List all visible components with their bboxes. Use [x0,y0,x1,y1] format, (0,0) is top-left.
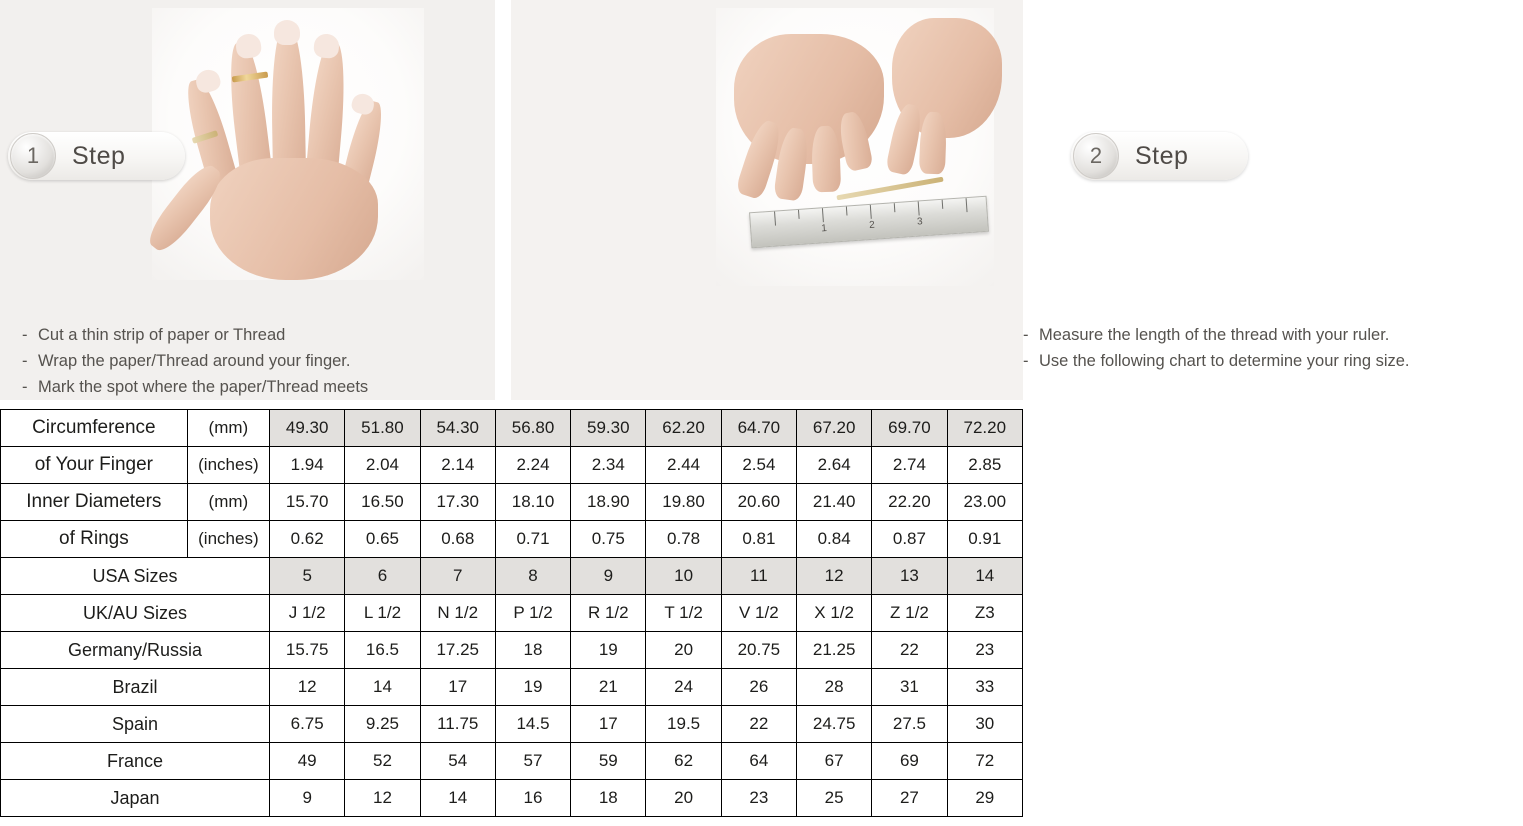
cell-value: 19 [571,632,646,669]
cell-value: 2.54 [721,447,796,484]
cell-value: 0.91 [947,521,1022,558]
cell-value: 19 [495,669,570,706]
cell-value: 18 [571,780,646,817]
cell-value: 8 [495,558,570,595]
row-unit: (inches) [187,521,269,558]
cell-value: Z 1/2 [872,595,947,632]
step-1-instructions [22,322,482,400]
cell-value: 7 [420,558,495,595]
table-row [1,595,1023,632]
row-unit: (mm) [187,484,269,521]
cell-value: 49.30 [270,410,345,447]
cell-value: 72 [947,743,1022,780]
row-label: Inner Diameters [1,484,188,521]
dash-bullet: - [22,352,28,370]
row-label: Spain [1,706,270,743]
cell-value: 19.80 [646,484,721,521]
table-row [1,410,1023,447]
cell-value: 67 [797,743,872,780]
cell-value: L 1/2 [345,595,420,632]
cell-value: 18.10 [495,484,570,521]
cell-value: 51.80 [345,410,420,447]
table-row [1,521,1023,558]
cell-value: 14 [420,780,495,817]
cell-value: 20 [646,632,721,669]
table-row [1,669,1023,706]
cell-value: N 1/2 [420,595,495,632]
cell-value: 24.75 [797,706,872,743]
instruction-line [1023,348,1523,374]
step-1-badge [8,132,185,180]
cell-value: 54.30 [420,410,495,447]
cell-value: 31 [872,669,947,706]
cell-value: 21.40 [797,484,872,521]
cell-value: 14 [947,558,1022,595]
table-row [1,743,1023,780]
cell-value: 0.81 [721,521,796,558]
cell-value: 11.75 [420,706,495,743]
cell-value: T 1/2 [646,595,721,632]
dash-bullet: - [22,378,28,396]
table-row [1,780,1023,817]
cell-value: 59.30 [571,410,646,447]
cell-value: 62 [646,743,721,780]
cell-value: V 1/2 [721,595,796,632]
cell-value: 6 [345,558,420,595]
cell-value: 2.14 [420,447,495,484]
step-2-instructions [1023,322,1523,374]
cell-value: 67.20 [797,410,872,447]
cell-value: 64.70 [721,410,796,447]
step-1-panel [0,0,511,400]
cell-value: 57 [495,743,570,780]
cell-value: 2.24 [495,447,570,484]
cell-value: 17.30 [420,484,495,521]
cell-value: 15.75 [270,632,345,669]
row-label: France [1,743,270,780]
cell-value: 22 [872,632,947,669]
cell-value: 25 [797,780,872,817]
table-row [1,632,1023,669]
cell-value: 10 [646,558,721,595]
cell-value: 0.71 [495,521,570,558]
table-row [1,706,1023,743]
cell-value: 2.34 [571,447,646,484]
cell-value: 69.70 [872,410,947,447]
cell-value: 0.75 [571,521,646,558]
cell-value: 27 [872,780,947,817]
cell-value: 62.20 [646,410,721,447]
row-unit: (inches) [187,447,269,484]
dash-bullet: - [22,326,28,344]
cell-value: 54 [420,743,495,780]
instruction-text: Wrap the paper/Thread around your finger. [38,352,351,370]
cell-value: 9.25 [345,706,420,743]
step-2-number: 2 [1073,133,1119,179]
cell-value: 2.44 [646,447,721,484]
steps-section [0,0,1410,400]
ruler-number: 3 [916,216,924,228]
cell-value: 2.74 [872,447,947,484]
table-row [1,484,1023,521]
cell-value: 2.04 [345,447,420,484]
cell-value: 11 [721,558,796,595]
cell-value: P 1/2 [495,595,570,632]
cell-value: 0.87 [872,521,947,558]
cell-value: 20.60 [721,484,796,521]
row-label: Germany/Russia [1,632,270,669]
step-1-photo [152,8,424,280]
cell-value: 22.20 [872,484,947,521]
row-label: Circumference [1,410,188,447]
cell-value: 56.80 [495,410,570,447]
cell-value: 0.65 [345,521,420,558]
cell-value: Z3 [947,595,1022,632]
row-unit: (mm) [187,410,269,447]
dash-bullet: - [1023,352,1029,370]
instruction-line [22,322,482,348]
cell-value: 24 [646,669,721,706]
cell-value: 16 [495,780,570,817]
ruler-number: 1 [820,222,828,235]
cell-value: 0.78 [646,521,721,558]
cell-value: 20 [646,780,721,817]
instruction-line [1023,322,1523,348]
cell-value: 0.68 [420,521,495,558]
cell-value: 18 [495,632,570,669]
instruction-text: Cut a thin strip of paper or Thread [38,326,286,344]
table-row [1,447,1023,484]
cell-value: X 1/2 [797,595,872,632]
instruction-text: Use the following chart to determine your ring size. [1039,352,1410,370]
cell-value: 14 [345,669,420,706]
step-2-label: Step [1135,141,1189,170]
row-label: of Your Finger [1,447,188,484]
step-1-label: Step [72,141,126,170]
cell-value: 16.50 [345,484,420,521]
cell-value: 2.85 [947,447,1022,484]
cell-value: 72.20 [947,410,1022,447]
row-label: Brazil [1,669,270,706]
step-2-panel [511,0,1410,400]
row-label: USA Sizes [1,558,270,595]
cell-value: 18.90 [571,484,646,521]
cell-value: 19.5 [646,706,721,743]
step-2-photo [716,8,994,286]
table-row [1,558,1023,595]
cell-value: 20.75 [721,632,796,669]
cell-value: 5 [270,558,345,595]
cell-value: 52 [345,743,420,780]
instruction-text: Measure the length of the thread with your ruler. [1039,326,1390,344]
cell-value: 12 [270,669,345,706]
cell-value: 13 [872,558,947,595]
cell-value: 17 [420,669,495,706]
cell-value: J 1/2 [270,595,345,632]
row-label: UK/AU Sizes [1,595,270,632]
instruction-text: Mark the spot where the paper/Thread meets [38,378,369,396]
panel-divider [495,0,511,400]
instruction-line [22,374,482,400]
cell-value: 30 [947,706,1022,743]
cell-value: 9 [270,780,345,817]
cell-value: 0.62 [270,521,345,558]
row-label: of Rings [1,521,188,558]
cell-value: 6.75 [270,706,345,743]
cell-value: 17.25 [420,632,495,669]
cell-value: 28 [797,669,872,706]
ring-size-table [0,409,1023,817]
cell-value: 27.5 [872,706,947,743]
cell-value: 9 [571,558,646,595]
cell-value: 22 [721,706,796,743]
cell-value: 29 [947,780,1022,817]
cell-value: 23.00 [947,484,1022,521]
cell-value: 12 [345,780,420,817]
cell-value: 17 [571,706,646,743]
cell-value: 49 [270,743,345,780]
instruction-line [22,348,482,374]
cell-value: 21 [571,669,646,706]
cell-value: 12 [797,558,872,595]
cell-value: 15.70 [270,484,345,521]
cell-value: 1.94 [270,447,345,484]
cell-value: 64 [721,743,796,780]
cell-value: 2.64 [797,447,872,484]
cell-value: 23 [947,632,1022,669]
cell-value: 59 [571,743,646,780]
cell-value: R 1/2 [571,595,646,632]
ruler-number: 2 [868,219,876,231]
cell-value: 21.25 [797,632,872,669]
cell-value: 14.5 [495,706,570,743]
cell-value: 0.84 [797,521,872,558]
cell-value: 16.5 [345,632,420,669]
cell-value: 33 [947,669,1022,706]
cell-value: 69 [872,743,947,780]
row-label: Japan [1,780,270,817]
step-2-badge [1071,132,1248,180]
step-1-number: 1 [10,133,56,179]
cell-value: 26 [721,669,796,706]
dash-bullet: - [1023,326,1029,344]
cell-value: 23 [721,780,796,817]
